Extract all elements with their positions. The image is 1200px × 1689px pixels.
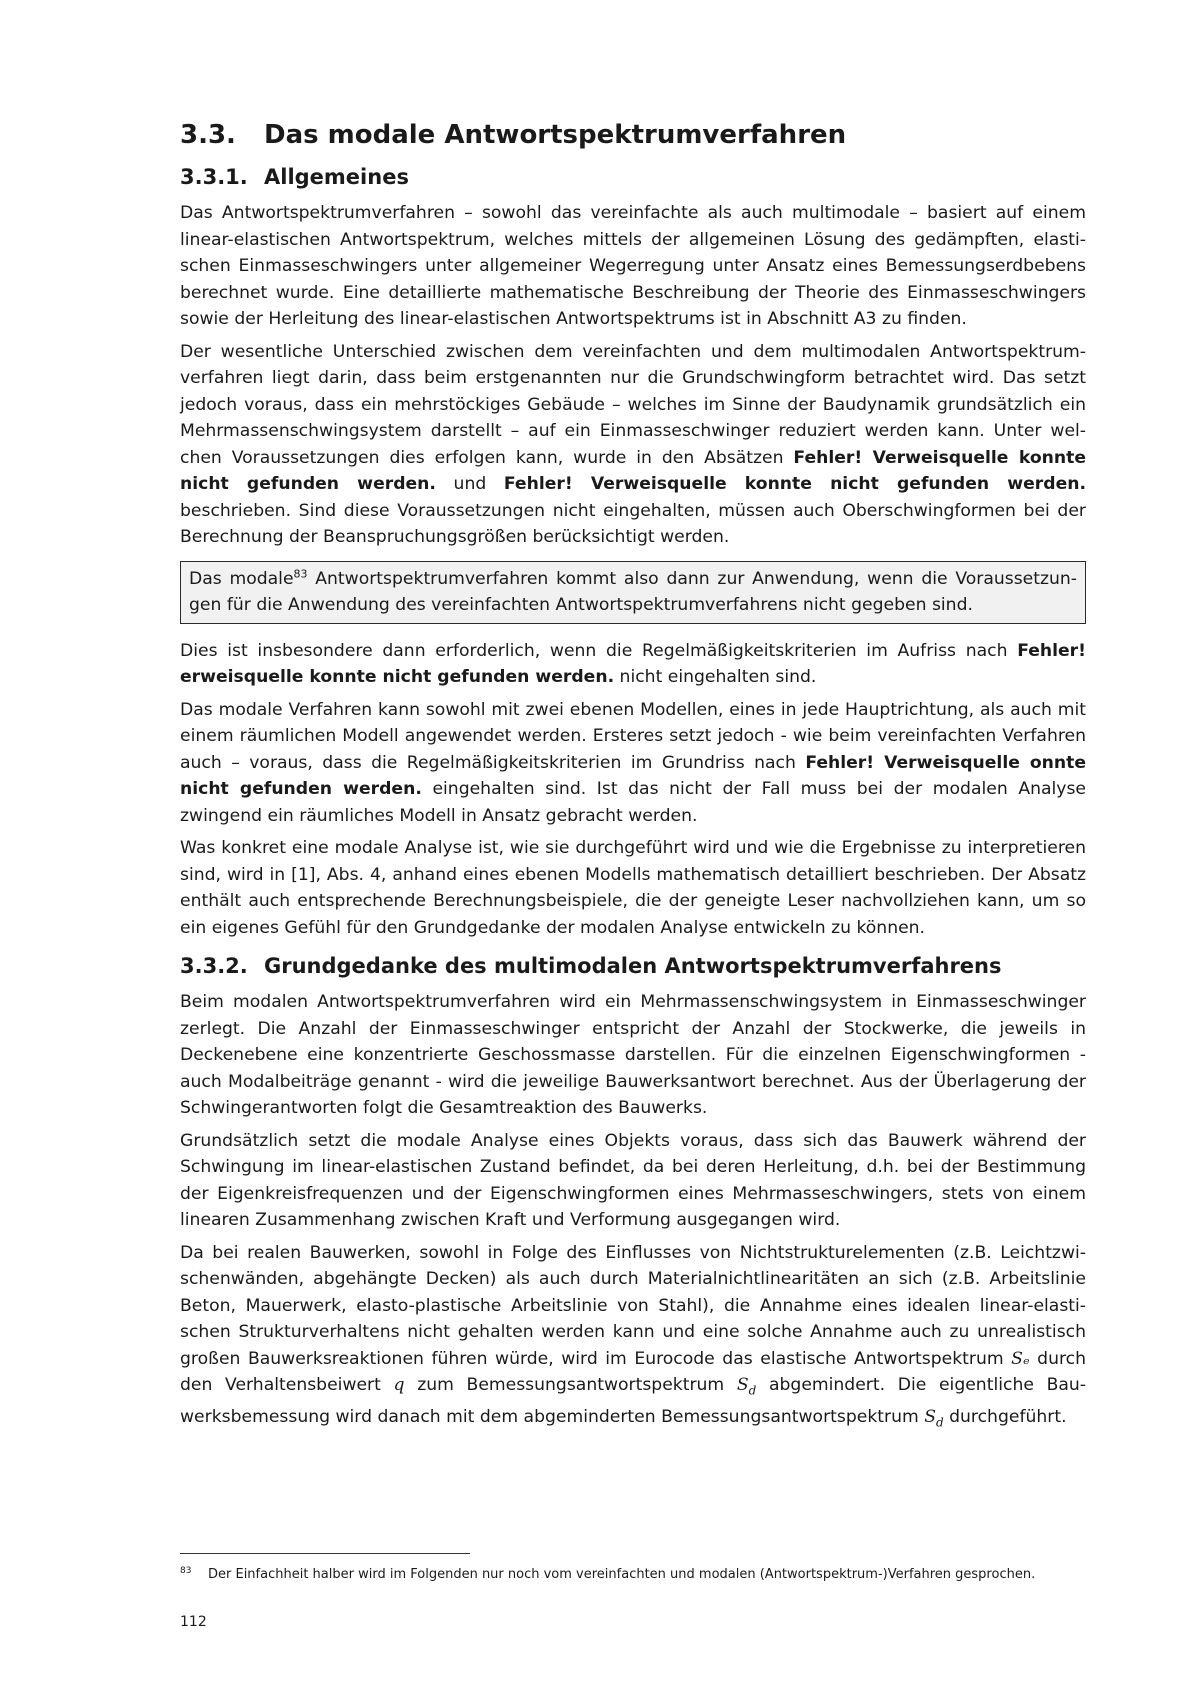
paragraph: Grundsätzlich setzt die modale Analyse eines Objekts voraus, dass sich das Bauwerk während der Schwingung im linear-elastischen Zustand befindet, da bei deren Herleitung, d.h. bei der Bestimmung der Eigenkreisfrequenzen und der Eigenschwingformen eines Mehrmasseschwingers, stets von einem linearen Zusammenhang zwischen Kraft und Verformung ausgegangen wird. bbox=[180, 1130, 1086, 1230]
text-run: durchgeführt. bbox=[943, 1406, 1067, 1427]
footnote-separator bbox=[180, 1553, 470, 1554]
page-content bbox=[180, 118, 1086, 1436]
footnote-text: Der Einfachheit halber wird im Folgenden nur noch vom vereinfachten und modalen (Antwortspektrum-)Verfahren gesprochen. bbox=[208, 1567, 1036, 1582]
text-run: und bbox=[435, 474, 504, 494]
paragraph bbox=[180, 339, 1086, 551]
section-title: Das modale Antwortspektrumverfahren bbox=[264, 120, 847, 150]
paragraph-block bbox=[180, 1240, 1086, 1436]
text-run: Der wesentliche Unterschied zwischen dem vereinfachten und dem multimodalen Antwortspektrumverfahren liegt darin, dass beim erstgenannten nur die Grundschwingform betrachtet wird. Das setzt jedoch voraus, dass ein mehrstöckiges Gebäude – welches im Sinne der Baudynamik grundsätzlich ein Mehrmassenschwingsystem darstellt – auf ein Einmasseschwinger reduziert werden kann. Unter welchen Voraussetzungen dies erfolgen kann, wurde in den Absätzen bbox=[180, 341, 1086, 468]
paragraph-block bbox=[180, 339, 1086, 551]
text-run: Da bei realen Bauwerken, sowohl in Folge des Einflusses von Nichtstrukturelementen (z.B. Leichtzwischenwänden, abgehängte Decken) als auch durch Materialnichtlinearitäten an sich (z.B. Arbeitslinie Beton, Mauerwerk, elasto-plastische Arbeitslinie von Stahl), die Annahme eines idealen linear-elastischen Strukturverhaltens nicht gehalten werden kann und eine solche Annahme auch zu unrealistisch großen Bauwerksreaktionen führen würde, wird im Eurocode das elastische Antwortspektrum bbox=[180, 1242, 1086, 1369]
subsection-title: Allgemeines bbox=[264, 165, 409, 189]
paragraph-block bbox=[180, 835, 1086, 941]
text-run: durch den Verhaltensbeiwert bbox=[180, 1348, 1086, 1395]
reference-error: Fehler! Verweisquelle onnte nicht gefunden werden. bbox=[180, 752, 1086, 799]
footnote-reference[interactable]: 83 bbox=[293, 566, 308, 580]
text-run: nicht eingehalten sind. bbox=[614, 667, 817, 687]
paragraph-block bbox=[180, 989, 1086, 1122]
subsection-title: Grundgedanke des multimodalen Antwortspektrumverfahrens bbox=[264, 954, 1002, 978]
symbol-sd: $S_d$ bbox=[924, 1406, 944, 1430]
paragraph-block bbox=[180, 697, 1086, 830]
footnote bbox=[180, 1566, 1086, 1584]
paragraph-block bbox=[180, 200, 1086, 333]
highlight-text bbox=[189, 566, 1077, 619]
reference-error: Fehler! Verweisquelle konnte nicht gefunden werden. bbox=[180, 447, 1086, 494]
paragraph bbox=[180, 638, 1086, 691]
text-run: eingehalten sind. Ist das nicht der Fall muss bei der modalen Analyse zwingend ein räumliches Modell in Ansatz gebracht werden. bbox=[180, 779, 1086, 826]
text-run: Das modale bbox=[189, 568, 294, 589]
footnote-mark: 83 bbox=[180, 1566, 192, 1576]
paragraph: Das Antwortspektrumverfahren – sowohl das vereinfachte als auch multimodale – basiert auf einem linear-elastischen Antwortspektrum, welches mittels der allgemeinen Lösung des gedämpften, elastischen Einmasseschwingers unter allgemeiner Wegerregung unter Ansatz eines Bemessungserdbebens berechnet wurde. Eine detaillierte mathematische Beschreibung der Theorie des Einmasseschwingers sowie der Herleitung des linear-elastischen Antwortspektrums ist in Abschnitt A3 zu finden. bbox=[180, 203, 1086, 329]
subsection-number: 3.3.1. bbox=[180, 165, 248, 189]
text-run: zum Bemessungsantwortspektrum bbox=[404, 1375, 737, 1395]
paragraph-block bbox=[180, 1128, 1086, 1234]
subsection-heading-grundgedanke bbox=[180, 951, 1086, 981]
paragraph: Was konkret eine modale Analyse ist, wie sie durchgeführt wird und wie die Ergebnisse zu interpretieren sind, wird in [1], Abs. 4, anhand eines ebenen Modells mathematisch detailliert beschrieben. Der Absatz enthält auch entsprechende Berechnungsbeispiele, die der geneigte Leser nachvollziehen kann, um so ein eigenes Gefühl für den Grundgedanke der modalen Analyse entwickeln zu können. bbox=[180, 838, 1086, 938]
symbol-sd: $S_d$ bbox=[736, 1375, 757, 1398]
subsection-number: 3.3.2. bbox=[180, 954, 248, 978]
text-run: Dies ist insbesondere dann erforderlich, wenn die Regelmäßigkeitskriterien im Aufriss nach bbox=[180, 640, 1018, 661]
text-run: beschrieben. Sind diese Voraussetzungen nicht eingehalten, müssen auch Oberschwingformen bei der Berechnung der Beanspruchungsgrößen berücksichtigt werden. bbox=[180, 500, 1086, 547]
symbol-se: Sₑ bbox=[1011, 1348, 1030, 1369]
page-number: 112 bbox=[180, 1614, 207, 1630]
reference-error: Fehler! Verweisquelle konnte nicht gefunden werden. bbox=[503, 474, 1086, 494]
highlight-box bbox=[180, 561, 1086, 624]
paragraph-block bbox=[180, 638, 1086, 691]
section-number: 3.3. bbox=[180, 120, 236, 150]
paragraph bbox=[180, 697, 1086, 830]
symbol-q: q bbox=[393, 1375, 405, 1395]
text-run: abgemindert. Die eigentliche Bauwerksbemessung wird danach mit dem abgeminderten Bemessungsantwortspektrum bbox=[180, 1375, 1086, 1427]
text-run: Das modale Verfahren kann sowohl mit zwei ebenen Modellen, eines in jede Hauptrichtung, als auch mit einem räumlichen Modell angewendet werden. Ersteres setzt jedoch - wie beim vereinfachten Verfahren auch – voraus, dass die Regelmäßigkeitskriterien im Grundriss nach bbox=[180, 699, 1086, 773]
section-heading bbox=[180, 118, 1086, 152]
paragraph: Beim modalen Antwortspektrumverfahren wird ein Mehrmassenschwingsystem in Einmasseschwinger zerlegt. Die Anzahl der Einmasseschwinger entspricht der Anzahl der Stockwerke, die jeweils in Deckenebene eine konzentrierte Geschossmasse darstellen. Für die einzelnen Eigenschwingformen - auch Modalbeiträge genannt - wird die jeweilige Bauwerksantwort berechnet. Aus der Überlagerung der Schwingerantworten folgt die Gesamtreaktion des Bauwerks. bbox=[180, 992, 1086, 1118]
paragraph bbox=[180, 1240, 1086, 1436]
reference-error: Fehler! erweisquelle konnte nicht gefunden werden. bbox=[180, 640, 1086, 687]
subsection-heading-allgemeines bbox=[180, 162, 1086, 192]
text-run: Antwortspektrumverfahren kommt also dann zur Anwendung, wenn die Voraussetzungen für die Anwendung des vereinfachten Antwortspektrumverfahrens nicht gegeben sind. bbox=[189, 568, 1077, 615]
